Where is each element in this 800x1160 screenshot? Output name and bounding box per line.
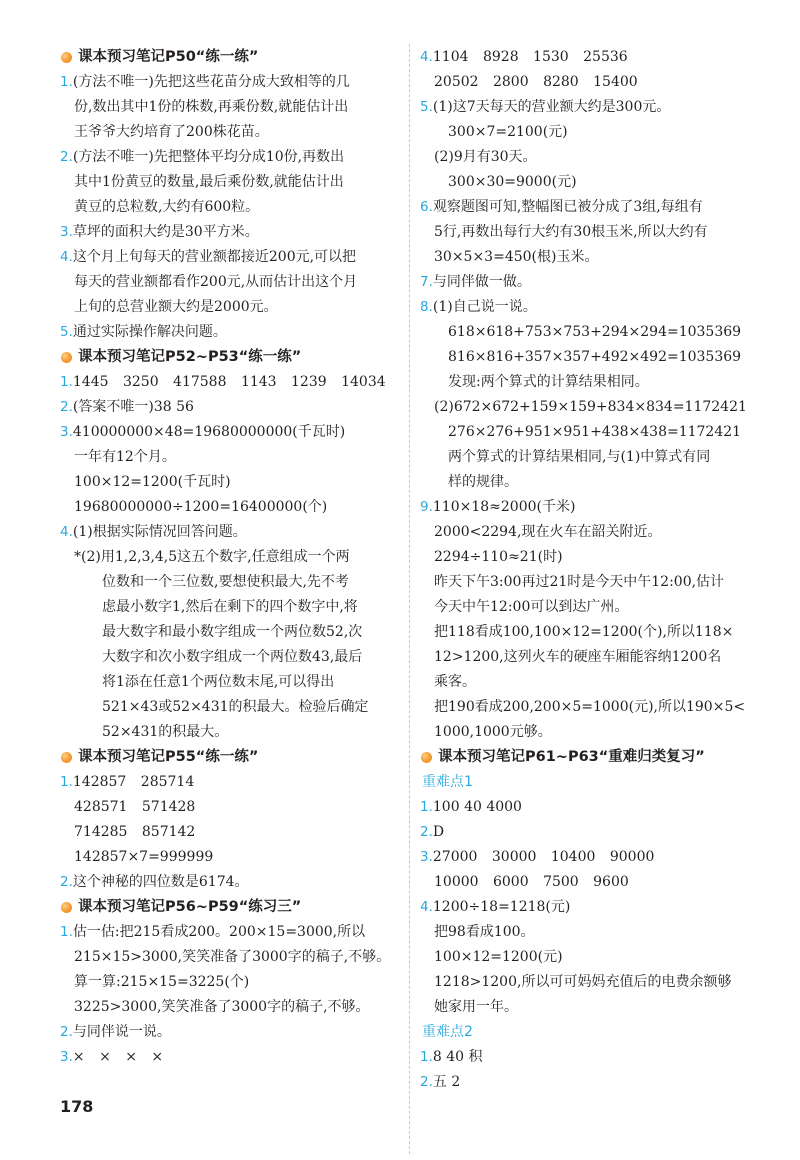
answer-continuation: 30×5×3=450(根)玉米。 [434,249,599,265]
answer-continuation: 把98看成100。 [434,924,535,940]
answer-continuation: 5行,再数出每行大约有30根玉米,所以大约有 [434,224,708,240]
answer-continuation: 算一算:215×15=3225(个) [74,974,250,990]
answer-text: 与同伴做一做。 [432,274,531,290]
bullet-dot-icon [61,352,72,363]
answer-continuation: 大数字和次小数字组成一个两位数43,最后 [102,649,363,665]
item-number: 3. [60,1049,73,1065]
answer-item [60,920,402,945]
answer-item [60,520,402,545]
answer-continuation: 1000,1000元够。 [434,724,552,740]
item-number: 1. [60,924,73,940]
answer-continuation: 今天中午12:00可以到达广州。 [434,599,629,615]
answer-continuation: 样的规律。 [448,474,518,490]
answer-text: 估一估:把215看成200。200×15=3000,所以 [72,924,366,940]
answer-continuation: 发现:两个算式的计算结果相同。 [448,374,649,390]
answer-continuation: 最大数字和最小数字组成一个两位数52,次 [102,624,363,640]
answer-continuation: 12>1200,这列火车的硬座车厢能容纳1200名 [434,649,722,665]
answer-continuation: 19680000000÷1200=16400000(个) [74,499,328,515]
answer-item [60,770,402,795]
answer-continuation: 位数和一个三位数,要想使积最大,先不考 [102,574,349,590]
left-column [60,45,402,1070]
answer-continuation: 乘客。 [434,674,476,690]
column-divider [409,44,410,1154]
answer-text: 与同伴说一说。 [72,1024,171,1040]
answer-text: 草坪的面积大约是30平方米。 [72,224,259,240]
answer-item [420,195,780,220]
answer-continuation: 300×7=2100(元) [448,124,568,140]
answer-continuation: (2)9月有30天。 [434,149,537,165]
item-number: 6. [420,199,433,215]
item-number: 2. [420,1074,433,1090]
item-number: 2. [60,874,73,890]
answer-continuation: 10000 6000 7500 9600 [434,874,629,890]
answer-text: (方法不唯一)先把这些花苗分成大致相等的几 [72,74,350,90]
answer-item [420,95,780,120]
item-number: 3. [60,224,73,240]
right-column [420,45,780,1095]
answer-continuation: 142857×7=999999 [74,849,214,865]
answer-continuation: 3225>3000,笑笑准备了3000字的稿子,不够。 [74,999,370,1015]
answer-continuation: 黄豆的总粒数,大约有600粒。 [74,199,260,215]
answer-continuation: 王爷爷大约培育了200株花苗。 [74,124,269,140]
answer-continuation: 两个算式的计算结果相同,与(1)中算式有同 [448,449,711,465]
answer-item [420,495,780,520]
item-number: 9. [420,499,433,515]
subsection-heading: 重难点1 [422,774,473,790]
answer-continuation: 上旬的总营业额大约是2000元。 [74,299,278,315]
item-number: 4. [60,249,73,265]
item-number: 4. [420,49,433,65]
answer-continuation: (2)672×672+159×159+834×834=1172421 [434,399,747,415]
answer-continuation: 一年有12个月。 [74,449,176,465]
bullet-dot-icon [61,52,72,63]
answer-continuation: 276×276+951×951+438×438=1172421 [448,424,742,440]
answer-item [420,1045,780,1070]
answer-continuation: 1218>1200,所以可可妈妈充值后的电费余额够 [434,974,732,990]
answer-continuation: 816×816+357×357+492×492=1035369 [448,349,742,365]
bullet-dot-icon [61,902,72,913]
item-number: 1. [60,374,73,390]
answer-text: 100 40 4000 [432,799,522,815]
subsection-heading: 重难点2 [422,1024,473,1040]
answer-text: D [432,824,445,840]
answer-text: (方法不唯一)先把整体平均分成10份,再数出 [72,149,345,165]
answer-item [420,845,780,870]
answer-item [420,295,780,320]
answer-text: 这个神秘的四位数是6174。 [72,874,249,890]
item-number: 2. [60,149,73,165]
bullet-dot-icon [61,752,72,763]
section-heading-text: 课本预习笔记P55“练一练” [78,749,259,765]
item-number: 5. [60,324,73,340]
answer-item [420,45,780,70]
answer-item [420,895,780,920]
answer-text: 观察题图可知,整幅图已被分成了3组,每组有 [432,199,703,215]
answer-text: 通过实际操作解决问题。 [72,324,227,340]
answer-continuation: 份,数出其中1份的株数,再乘份数,就能估计出 [74,99,349,115]
answer-continuation: 将1添在任意1个两位数末尾,可以得出 [102,674,335,690]
answer-text: 1200÷18=1218(元) [432,899,571,915]
section-heading [420,745,780,770]
answer-item [60,70,402,95]
item-number: 2. [420,824,433,840]
answer-continuation: 100×12=1200(元) [434,949,563,965]
section-heading-text: 课本预习笔记P52~P53“练一练” [78,349,302,365]
page-number: 178 [60,1097,94,1116]
answer-item [420,795,780,820]
item-number: 1. [60,74,73,90]
answer-text: 8 40 积 [432,1049,483,1065]
item-number: 1. [420,1049,433,1065]
bullet-dot-icon [421,752,432,763]
answer-continuation: 428571 571428 [74,799,196,815]
answer-continuation: 虑最小数字1,然后在剩下的四个数字中,将 [102,599,358,615]
answer-text: (答案不唯一)38 56 [72,399,194,415]
answer-item [60,245,402,270]
answer-continuation: 把118看成100,100×12=1200(个),所以118× [434,624,734,640]
section-heading-text: 课本预习笔记P50“练一练” [78,49,259,65]
section-heading [60,745,402,770]
answer-continuation: 每天的营业额都看作200元,从而估计出这个月 [74,274,358,290]
answer-item [420,270,780,295]
answer-continuation: 把190看成200,200×5=1000(元),所以190×5< [434,699,746,715]
answer-continuation: 618×618+753×753+294×294=1035369 [448,324,742,340]
answer-item [420,1070,780,1095]
answer-text: 142857 285714 [72,774,195,790]
answer-continuation: 714285 857142 [74,824,196,840]
answer-text: (1)根据实际情况回答问题。 [72,524,247,540]
answer-text: 1104 8928 1530 25536 [432,49,628,65]
answer-text: 这个月上旬每天的营业额都接近200元,可以把 [72,249,357,265]
answer-text: 110×18≈2000(千米) [432,499,576,515]
answer-continuation: 100×12=1200(千瓦时) [74,474,231,490]
section-heading-text: 课本预习笔记P56~P59“练习三” [78,899,302,915]
answer-continuation: 她家用一年。 [434,999,518,1015]
section-heading [60,45,402,70]
answer-continuation: 其中1份黄豆的数量,最后乘份数,就能估计出 [74,174,344,190]
answer-continuation: 300×30=9000(元) [448,174,577,190]
answer-item [60,145,402,170]
answer-item [60,1045,402,1070]
answer-continuation: 215×15>3000,笑笑准备了3000字的稿子,不够。 [74,949,391,965]
answer-continuation: 521×43或52×431的积最大。检验后确定 [102,699,369,715]
answer-continuation: 2294÷110≈21(时) [434,549,563,565]
answer-item [60,395,402,420]
item-number: 7. [420,274,433,290]
section-heading [60,895,402,920]
answer-text: 410000000×48=19680000000(千瓦时) [72,424,346,440]
item-number: 2. [60,1024,73,1040]
answer-item [60,220,402,245]
answer-item [420,820,780,845]
item-number: 8. [420,299,433,315]
answer-continuation: *(2)用1,2,3,4,5这五个数字,任意组成一个两 [74,549,350,565]
answer-text: 1445 3250 417588 1143 1239 14034 [72,374,386,390]
item-number: 4. [60,524,73,540]
item-number: 1. [420,799,433,815]
answer-text: × × × × [72,1049,164,1065]
item-number: 2. [60,399,73,415]
item-number: 3. [60,424,73,440]
answer-continuation: 昨天下午3:00再过21时是今天中午12:00,估计 [434,574,725,590]
answer-item [60,1020,402,1045]
answer-text: 27000 30000 10400 90000 [432,849,655,865]
answer-text: (1)这7天每天的营业额大约是300元。 [432,99,671,115]
answer-item [60,420,402,445]
answer-continuation: 52×431的积最大。 [102,724,229,740]
answer-item [60,320,402,345]
answer-item [60,370,402,395]
section-heading-text: 课本预习笔记P61~P63“重难归类复习” [438,749,705,765]
item-number: 3. [420,849,433,865]
answer-continuation: 20502 2800 8280 15400 [434,74,638,90]
item-number: 5. [420,99,433,115]
answer-text: 五 2 [432,1074,461,1090]
section-heading [60,345,402,370]
answer-continuation: 2000<2294,现在火车在韶关附近。 [434,524,662,540]
item-number: 1. [60,774,73,790]
item-number: 4. [420,899,433,915]
answer-text: (1)自己说一说。 [432,299,537,315]
answer-item [60,870,402,895]
